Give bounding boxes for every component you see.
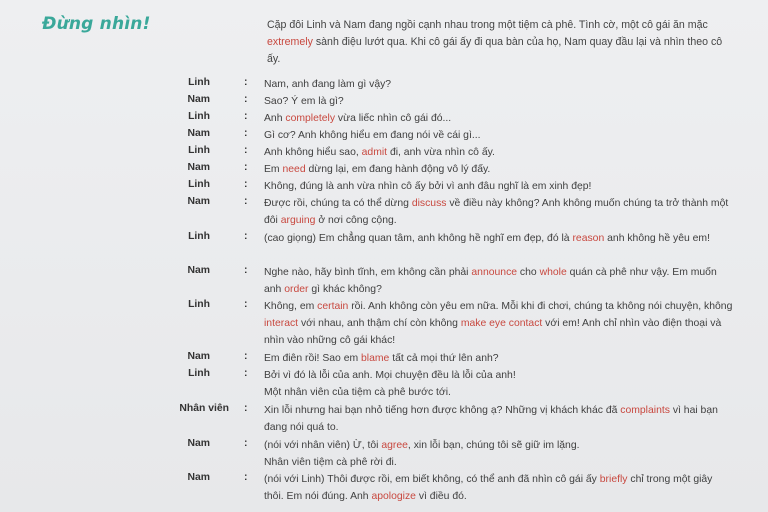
dialogue-line bbox=[264, 110, 734, 127]
text-segment: Anh bbox=[264, 113, 286, 124]
colon-separator: : bbox=[244, 368, 248, 379]
colon-separator: : bbox=[244, 265, 248, 276]
colon-separator: : bbox=[244, 438, 248, 449]
highlighted-word: extremely bbox=[267, 36, 313, 48]
dialogue-line bbox=[264, 144, 734, 161]
page-title: Đừng nhìn! bbox=[42, 14, 151, 34]
text-segment: chỉ trong một giây thôi. Em nói đúng. Anh bbox=[264, 474, 713, 502]
dialogue-line bbox=[264, 178, 734, 195]
colon-separator: : bbox=[244, 77, 248, 88]
highlighted-word: order bbox=[284, 284, 309, 295]
text-segment: anh không hề yêu em! bbox=[604, 233, 710, 244]
dialogue-line bbox=[264, 264, 734, 298]
text-segment: (nói với Linh) Thôi được rồi, em biết không, có thể anh đã nhìn cô gái ấy bbox=[264, 474, 600, 485]
highlighted-word: complaints bbox=[620, 405, 670, 416]
text-segment: Nghe nào, hãy bình tĩnh, em không cần phải bbox=[264, 267, 472, 278]
text-segment: đi, anh vừa nhìn cô ấy. bbox=[387, 147, 495, 158]
colon-separator: : bbox=[244, 403, 248, 414]
text-segment: Xin lỗi nhưng hai bạn nhỏ tiếng hơn được không ạ? Những vị khách khác đã bbox=[264, 405, 621, 416]
colon-separator: : bbox=[244, 128, 248, 139]
text-segment: dừng lại, em đang hành động vô lý đấy. bbox=[305, 164, 491, 175]
highlighted-word: blame bbox=[361, 353, 390, 364]
text-segment: Cặp đôi Linh và Nam đang ngồi cạnh nhau trong một tiệm cà phê. Tình cờ, một cô gái ăn mặc bbox=[267, 19, 708, 31]
dialogue-line bbox=[264, 127, 734, 144]
dialogue-line bbox=[264, 195, 734, 229]
speaker-name: Nam bbox=[187, 438, 210, 449]
highlighted-word: arguing bbox=[280, 215, 316, 226]
speaker-name: Nam bbox=[187, 472, 210, 483]
text-segment: (cao giọng) Em chẳng quan tâm, anh không hề nghĩ em đẹp, đó là bbox=[264, 233, 573, 244]
text-segment: , xin lỗi bạn, chúng tôi sẽ giữ im lặng. bbox=[407, 440, 580, 451]
highlighted-word: whole bbox=[539, 267, 567, 278]
highlighted-word: discuss bbox=[411, 198, 447, 209]
highlighted-word: reason bbox=[572, 233, 605, 244]
text-segment: Không, đúng là anh vừa nhìn cô ấy bởi vì anh đâu nghĩ là em xinh đẹp! bbox=[264, 181, 592, 192]
colon-separator: : bbox=[244, 94, 248, 105]
speaker-name: Linh bbox=[188, 145, 210, 156]
text-segment: sành điệu lướt qua. Khi cô gái ấy đi qua bàn của họ, Nam quay đầu lại và nhìn theo cô ấy. bbox=[267, 36, 723, 65]
dialogue-line bbox=[264, 367, 734, 401]
colon-separator: : bbox=[244, 351, 248, 362]
text-segment: Em bbox=[264, 164, 283, 175]
highlighted-word: certain bbox=[317, 301, 349, 312]
text-segment: Sao? Ý em là gì? bbox=[264, 96, 344, 107]
text-segment: Một nhân viên của tiệm cà phê bước tới. bbox=[264, 387, 451, 398]
colon-separator: : bbox=[244, 299, 248, 310]
text-segment: tất cả mọi thứ lên anh? bbox=[389, 353, 499, 364]
colon-separator: : bbox=[244, 179, 248, 190]
dialogue-line bbox=[264, 437, 734, 471]
highlighted-word: need bbox=[282, 164, 306, 175]
speaker-name: Nam bbox=[187, 265, 210, 276]
colon-separator: : bbox=[244, 162, 248, 173]
dialogue-line bbox=[264, 402, 734, 436]
dialogue-line bbox=[264, 93, 734, 110]
speaker-name: Linh bbox=[188, 299, 210, 310]
colon-separator: : bbox=[244, 196, 248, 207]
highlighted-word: agree bbox=[381, 440, 408, 451]
text-segment: Nam, anh đang làm gì vậy? bbox=[264, 79, 392, 90]
highlighted-word: briefly bbox=[599, 474, 628, 485]
highlighted-word: make eye contact bbox=[460, 318, 543, 329]
text-segment: Bởi vì đó là lỗi của anh. Mọi chuyện đều là lỗi của anh! bbox=[264, 370, 516, 381]
text-segment: vì hai bạn đang nói quá to. bbox=[264, 405, 718, 433]
text-segment: quán cà phê như vậy. Em muốn anh bbox=[264, 267, 717, 295]
text-segment: gì khác không? bbox=[308, 284, 382, 295]
colon-separator: : bbox=[244, 111, 248, 122]
speaker-name: Nam bbox=[187, 128, 210, 139]
dialogue-line bbox=[264, 298, 734, 349]
speaker-name: Linh bbox=[188, 368, 210, 379]
colon-separator: : bbox=[244, 145, 248, 156]
highlighted-word: announce bbox=[471, 267, 518, 278]
highlighted-word: admit bbox=[361, 147, 388, 158]
speaker-name: Nam bbox=[187, 162, 210, 173]
speaker-name: Nam bbox=[187, 94, 210, 105]
text-segment: về điều này không? Anh không muốn chúng ta trở thành một đôi bbox=[264, 198, 729, 226]
text-segment: ở nơi công cộng. bbox=[315, 215, 397, 226]
colon-separator: : bbox=[244, 231, 248, 242]
highlighted-word: interact bbox=[264, 318, 299, 329]
text-segment: vừa liếc nhìn cô gái đó... bbox=[335, 113, 452, 124]
dialogue-line bbox=[264, 76, 734, 93]
text-segment: cho bbox=[517, 267, 540, 278]
speaker-name: Nam bbox=[187, 196, 210, 207]
highlighted-word: apologize bbox=[371, 491, 416, 502]
intro-paragraph bbox=[267, 17, 737, 68]
speaker-name: Linh bbox=[188, 111, 210, 122]
dialogue-line bbox=[264, 161, 734, 178]
text-segment: vì điều đó. bbox=[415, 491, 467, 502]
text-segment: Anh không hiểu sao, bbox=[264, 147, 362, 158]
speaker-name: Linh bbox=[188, 231, 210, 242]
highlighted-word: completely bbox=[285, 113, 336, 124]
text-segment: với nhau, anh thậm chí còn không bbox=[298, 318, 461, 329]
speaker-name: Linh bbox=[188, 77, 210, 88]
text-segment: Gì cơ? Anh không hiểu em đang nói về cái gì... bbox=[264, 130, 481, 141]
text-segment: rồi. Anh không còn yêu em nữa. Mỗi khi đi chơi, chúng ta không nói chuyện, không bbox=[348, 301, 733, 312]
dialogue-line bbox=[264, 350, 734, 367]
dialogue-line bbox=[264, 471, 734, 505]
dialogue-line bbox=[264, 230, 734, 247]
colon-separator: : bbox=[244, 472, 248, 483]
text-segment: với em! Anh chỉ nhìn vào điện thoại và nhìn vào những cô gái khác! bbox=[264, 318, 722, 346]
speaker-name: Nhân viên bbox=[179, 403, 229, 414]
speaker-name: Linh bbox=[188, 179, 210, 190]
text-segment: Không, em bbox=[264, 301, 318, 312]
speaker-name: Nam bbox=[187, 351, 210, 362]
text-segment: Nhân viên tiệm cà phê rời đi. bbox=[264, 457, 397, 468]
text-segment: Được rồi, chúng ta có thể dừng bbox=[264, 198, 412, 209]
text-segment: Em điên rồi! Sao em bbox=[264, 353, 362, 364]
text-segment: (nói với nhân viên) Ừ, tôi bbox=[264, 440, 382, 451]
